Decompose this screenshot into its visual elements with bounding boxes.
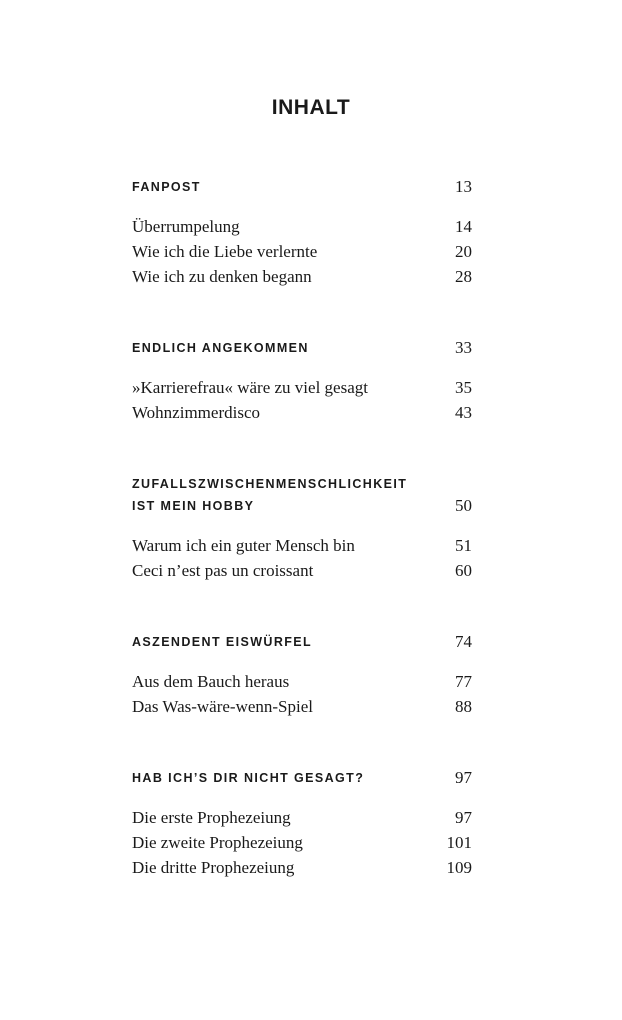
entry-page-number: 35 [455, 378, 472, 397]
entry-title: Die dritte Prophezeiung [132, 858, 295, 877]
toc-entry [132, 264, 472, 289]
section-label: HAB ICH’S DIR NICHT GESAGT? [132, 771, 365, 785]
entry-title: Das Was-wäre-wenn-Spiel [132, 697, 314, 716]
section-heading [132, 767, 472, 789]
entry-page-number: 28 [455, 267, 472, 286]
entry-title: Die zweite Prophezeiung [132, 833, 303, 852]
toc-entry [132, 855, 472, 880]
entry-page-number: 51 [455, 536, 472, 555]
entry-title: Wie ich die Liebe verlernte [132, 242, 318, 261]
table-of-contents [132, 176, 472, 928]
entry-page-number: 97 [455, 808, 472, 827]
entry-title: Die erste Prophezeiung [132, 808, 291, 827]
section-heading [132, 473, 472, 517]
toc-entry [132, 214, 472, 239]
entry-page-number: 14 [455, 217, 472, 236]
section-page-number: 13 [455, 177, 472, 196]
toc-entry [132, 239, 472, 264]
entry-title: Warum ich ein guter Mensch bin [132, 536, 355, 555]
entry-title: »Karrierefrau« wäre zu viel gesagt [132, 378, 368, 397]
section-page-number: 50 [455, 496, 472, 515]
section-page-number: 74 [455, 632, 472, 651]
toc-entry [132, 694, 472, 719]
section-heading [132, 337, 472, 359]
toc-entry [132, 533, 472, 558]
toc-entry [132, 669, 472, 694]
toc-entry [132, 805, 472, 830]
toc-section [132, 631, 472, 719]
toc-entry [132, 400, 472, 425]
section-heading [132, 631, 472, 653]
entry-page-number: 101 [446, 833, 472, 852]
entry-title: Wie ich zu denken begann [132, 267, 312, 286]
section-label: ZUFALLSZWISCHENMENSCHLICHKEIT IST MEIN HOBBY [132, 477, 408, 513]
entry-title: Überrumpelung [132, 217, 240, 236]
entry-page-number: 60 [455, 561, 472, 580]
entry-title: Aus dem Bauch heraus [132, 672, 290, 691]
entry-page-number: 43 [455, 403, 472, 422]
toc-entry [132, 558, 472, 583]
entry-title: Wohnzimmerdisco [132, 403, 260, 422]
toc-entry [132, 375, 472, 400]
section-page-number: 33 [455, 338, 472, 357]
section-label: ASZENDENT EISWÜRFEL [132, 635, 313, 649]
toc-section [132, 473, 472, 583]
toc-title: INHALT [271, 96, 351, 119]
entry-page-number: 20 [455, 242, 472, 261]
toc-section [132, 337, 472, 425]
toc-entry [132, 830, 472, 855]
entry-page-number: 109 [446, 858, 472, 877]
toc-section [132, 176, 472, 289]
section-label: FANPOST [132, 180, 201, 194]
section-label: ENDLICH ANGEKOMMEN [132, 341, 309, 355]
entry-page-number: 88 [455, 697, 472, 716]
section-heading [132, 176, 472, 198]
toc-section [132, 767, 472, 880]
section-page-number: 97 [455, 768, 472, 787]
entry-title: Ceci n’est pas un croissant [132, 561, 314, 580]
entry-page-number: 77 [455, 672, 472, 691]
